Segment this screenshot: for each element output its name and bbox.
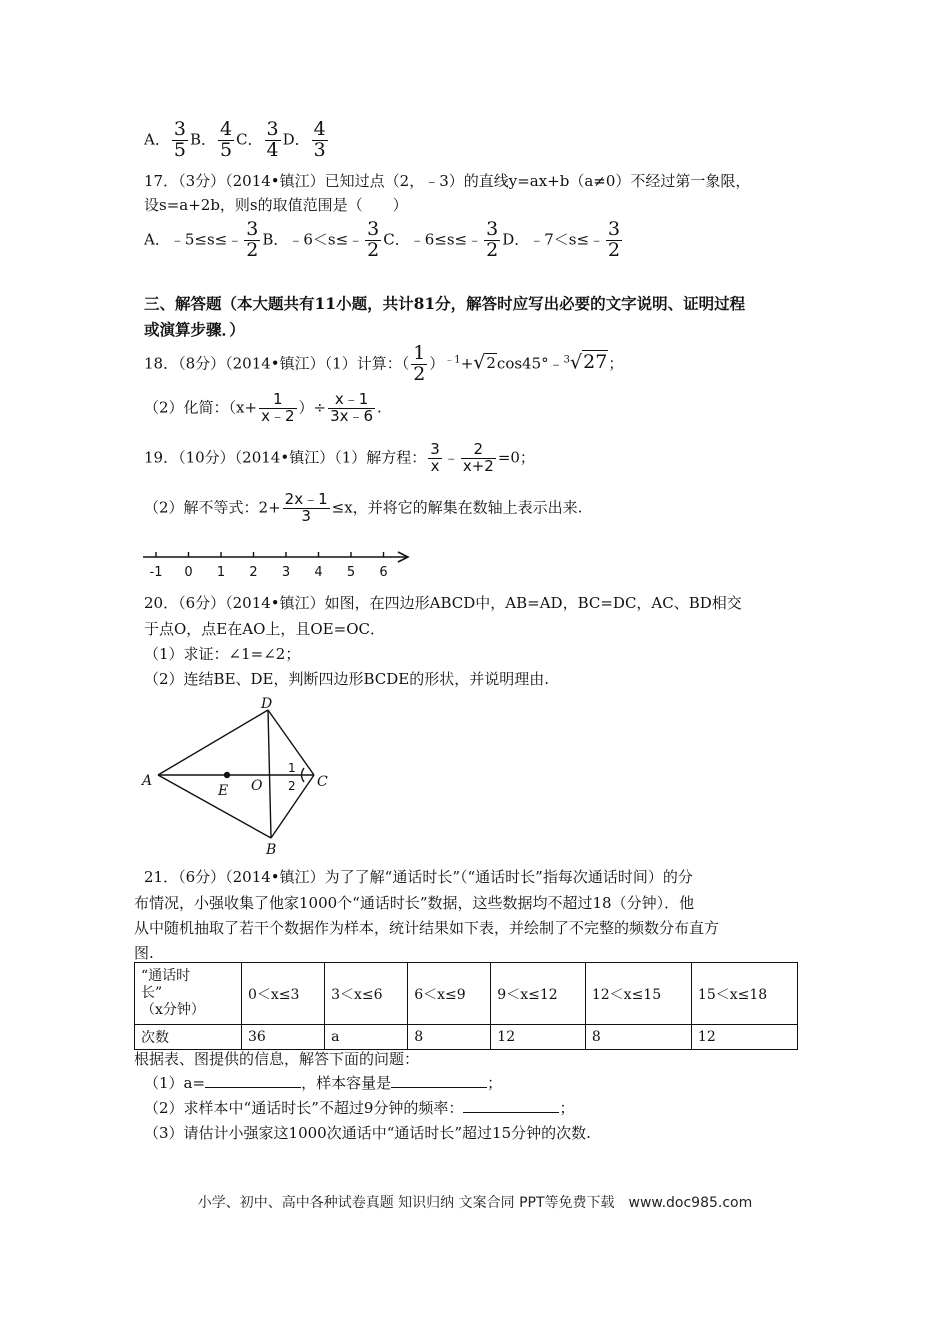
table-cell: 36 [242, 1025, 325, 1050]
section-3-heading-line-1: 三、解答题（本大题共有11小题，共计81分，解答时应写出必要的文字说明、证明过程 [144, 294, 746, 313]
q17-line-2: 设s=a+2b，则s的取值范围是（ ） [144, 196, 408, 214]
number-line-tick-label: -1 [149, 565, 163, 580]
table-header-cell: 6＜x≤9 [408, 963, 491, 1025]
q21-sub-1 [144, 1072, 502, 1093]
q16-options [144, 120, 330, 161]
q21-sub-1-c: ； [487, 1074, 503, 1092]
q18-divide: ）÷ [298, 398, 327, 417]
q19-part-2 [144, 492, 582, 525]
number-line [140, 548, 420, 580]
q16-option-b-fraction: $\frac{4}{5}$ [219, 118, 233, 161]
table-cell: a [325, 1025, 408, 1050]
q21-sub-1-b: ，样本容量是 [301, 1074, 392, 1092]
q17-options [144, 220, 624, 261]
q18-part-2-end: . [377, 398, 382, 417]
q21-line-1: 21．（6分）（2014•镇江）为了了解“通话时长”（“通话时长”指每次通话时间）的分 [144, 868, 693, 886]
q21-blank-frequency[interactable] [463, 1098, 559, 1113]
q21-sub-2-c: ； [559, 1099, 575, 1117]
q16-option-d-fraction: $\frac{4}{3}$ [313, 118, 326, 161]
q18-part-2 [144, 392, 382, 425]
q17-option-a-fraction: $\frac{3}{2}$ [246, 218, 259, 261]
header-label-line-2: 长” [141, 985, 163, 1002]
q18-cos-term: cos45°﹣ [496, 354, 564, 373]
table-cell: 8 [408, 1025, 491, 1050]
q18-part-2-prefix: （2）化简：（x+ [144, 398, 258, 417]
q21-sub-1-a: （1）a= [144, 1074, 206, 1092]
q20-line-4: （2）连结BE、DE，判断四边形BCDE的形状，并说明理由. [144, 670, 550, 688]
q17-option-d: D．﹣7＜s≤﹣ [502, 230, 605, 249]
q17-option-a: A．﹣5≤s≤﹣ [144, 230, 243, 249]
q19-fraction-1: $\frac{3}{x}$ [430, 440, 440, 475]
label-e: E [218, 783, 229, 799]
q17-option-c-fraction: $\frac{3}{2}$ [486, 218, 499, 261]
q18-close-paren: ） [429, 354, 445, 373]
table-cell: 12 [691, 1025, 797, 1050]
q21-line-2: 布情况，小强收集了他家1000个“通话时长”数据，这些数据均不超过18（分钟）．他 [134, 894, 695, 912]
q20-line-2: 于点O，点E在AO上，且OE=OC． [144, 620, 385, 638]
quadrilateral-figure [138, 694, 338, 858]
q18-half-fraction: $\frac{1}{2}$ [413, 342, 426, 385]
segment-ad [158, 710, 268, 775]
table-header-cell: 0＜x≤3 [242, 963, 325, 1025]
table-cell: 8 [585, 1025, 691, 1050]
section-3-heading-line-2: 或演算步骤．） [144, 320, 245, 339]
label-c: C [317, 774, 328, 790]
q18-cbrt-radicand: 27 [583, 351, 608, 374]
table-row-label: 次数 [135, 1025, 242, 1050]
q20-line-1: 20．（6分）（2014•镇江）如图，在四边形ABCD中，AB=AD，BC=DC，AC、BD相交 [144, 594, 742, 612]
table-header-cell: 12＜x≤15 [585, 963, 691, 1025]
q19-part-2-prefix: （2）解不等式：2+ [144, 498, 281, 517]
table-row [135, 1025, 798, 1050]
number-line-tick-label: 0 [184, 565, 193, 580]
label-a: A [142, 773, 153, 789]
q18-fraction-1: $\frac{1}{x﹣2}$ [261, 390, 295, 425]
q16-option-a-label: A． [144, 130, 170, 149]
q21-after-table: 根据表、图提供的信息，解答下面的问题： [134, 1050, 420, 1068]
q18-fraction-2: $\frac{x﹣1}{3x﹣6}$ [330, 390, 374, 425]
label-b: B [266, 842, 277, 858]
header-label-line-3: （x分钟） [141, 1001, 205, 1018]
q16-option-c-label: C． [236, 130, 263, 149]
q21-sub-3: （3）请估计小强家这1000次通话中“通话时长”超过15分钟的次数. [144, 1124, 591, 1142]
q18-part-1-prefix: 18．（8分）（2014•镇江）（1）计算：（ [144, 354, 410, 373]
q18-part-1-end: ； [608, 354, 624, 373]
q17-option-c: C．﹣6≤s≤﹣ [383, 230, 483, 249]
point-e [224, 772, 230, 778]
table-cell: 12 [491, 1025, 586, 1050]
q17-option-b-fraction: $\frac{3}{2}$ [367, 218, 380, 261]
q18-plus: + [460, 354, 474, 373]
table-header-cell: 3＜x≤6 [325, 963, 408, 1025]
q21-blank-sample-size[interactable] [391, 1073, 487, 1088]
q18-sqrt-radicand: 2 [486, 354, 496, 373]
number-line-tick-label: 6 [379, 565, 388, 580]
q18-sqrt-sign: √ [473, 351, 486, 374]
label-angle-2: 2 [288, 779, 296, 793]
number-line-tick-label: 2 [249, 565, 258, 580]
q18-cbrt-index: 3 [563, 354, 571, 366]
q17-line-1: 17．（3分）（2014•镇江）已知过点（2，﹣3）的直线y=ax+b（a≠0）不经过第一象限， [144, 172, 751, 190]
label-o: O [251, 778, 263, 794]
q21-sub-2 [144, 1097, 574, 1118]
label-angle-1: 1 [288, 761, 296, 775]
q19-fraction-3: $\frac{2x﹣1}{3}$ [284, 490, 328, 525]
q21-blank-a[interactable] [205, 1073, 301, 1088]
page-footer: 小学、初中、高中各种试卷真题 知识归纳 文案合同 PPT等免费下载 www.doc985.com [197, 1195, 753, 1211]
q16-option-c-fraction: $\frac{3}{4}$ [266, 118, 279, 161]
q20-line-3: （1）求证：∠1=∠2； [144, 645, 301, 663]
q18-part-1 [144, 344, 623, 385]
q19-part-1-end: =0； [497, 448, 535, 467]
number-line-tick-label: 3 [281, 565, 291, 580]
q19-part-2-end: ≤x，并将它的解集在数轴上表示出来. [331, 498, 583, 517]
q19-part-1 [144, 442, 535, 475]
table-header-cell: 9＜x≤12 [491, 963, 586, 1025]
q21-line-4: 图. [134, 944, 154, 962]
q19-minus: ﹣ [443, 448, 459, 467]
table-header-label [135, 963, 242, 1025]
number-line-tick-label: 1 [216, 565, 226, 580]
q19-part-1-prefix: 19．（10分）（2014•镇江）（1）解方程： [144, 448, 427, 467]
q18-cbrt-sign: √ [570, 351, 583, 374]
number-line-tick-label: 5 [346, 565, 356, 580]
q16-option-d-label: D． [282, 130, 310, 149]
q19-fraction-2: $\frac{2}{x+2}$ [462, 440, 494, 475]
table-header-cell: 15＜x≤18 [691, 963, 797, 1025]
q16-option-a-fraction: $\frac{3}{5}$ [173, 118, 186, 161]
header-label-line-1: “通话时 [141, 968, 191, 985]
q21-sub-2-a: （2）求样本中“通话时长”不超过9分钟的频率： [144, 1099, 464, 1117]
q18-exponent: ﹣1 [444, 354, 461, 366]
q21-line-3: 从中随机抽取了若干个数据作为样本，统计结果如下表，并绘制了不完整的频数分布直方 [134, 919, 720, 937]
segment-bd [268, 710, 271, 838]
q17-option-d-fraction: $\frac{3}{2}$ [608, 218, 621, 261]
call-duration-table [134, 962, 798, 1050]
q16-option-b-label: B． [189, 130, 216, 149]
label-d: D [261, 696, 273, 712]
q17-option-b: B．﹣6＜s≤﹣ [262, 230, 364, 249]
table-header-row [135, 963, 798, 1025]
number-line-tick-label: 4 [314, 565, 323, 580]
